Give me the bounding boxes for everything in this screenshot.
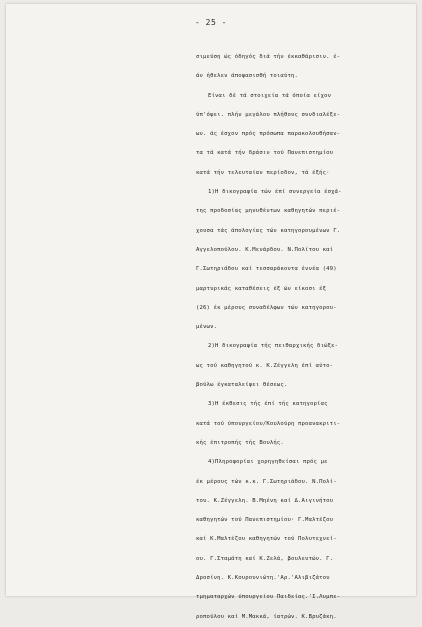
text-line: ύπ'όψει. πλήν μεγάλου πλήθους συνδιαλέξε- <box>196 111 341 118</box>
text-line: κής έπιτροπής τής Βουλής. <box>196 439 284 446</box>
text-line: Δροσίνη. Κ.Κουρουνιώτη.'Αρ.'Αλιβιζάτου <box>196 575 330 582</box>
page-number: - 25 - <box>195 18 227 27</box>
text-line: καί Κ.Μαλτέζου καθηγητών τού Πολυτεχνεί- <box>196 536 337 543</box>
text-line: μένων. <box>196 324 218 331</box>
text-line: χουσα τάς άπολογίας τών κατηγορουμένων Γ. <box>196 227 341 234</box>
text-line: κατά τήν τελευταίαν περίοδον, τά έξής· <box>196 169 330 176</box>
text-line: κατά τού ύπουργείου/Κουλούρη προανακριτι- <box>196 420 341 427</box>
text-line: Αγγελοπούλου. Κ.Μενάρδου. Ν.Πολίτου καί <box>196 246 334 253</box>
text-line: καθηγητών τού Πανεπιστημίου· Γ.Μαλτέζου <box>196 517 334 524</box>
text-line: Γ.Σωτηριάδου καί τεσσαράκοντα έννέα (49) <box>196 266 337 273</box>
text-line: της προδοσίας μηνυθέντων καθηγητών περιέ- <box>196 208 341 215</box>
text-line: Είναι δέ τά στοιχεία τά όποία είχον <box>208 92 332 99</box>
text-line: 4)Πληροφορίαι χορηγηθείσαι πρός με <box>208 459 328 466</box>
text-line: (26) έκ μέρους συναδέλφων τών κατηγορου- <box>196 304 337 311</box>
body-text <box>196 48 410 627</box>
text-line: ως τού καθηγητού κ. Κ.Ζέγγελη έπί αύτο- <box>196 362 334 369</box>
text-line: ροπούλου καί Μ.Μακκά, ίατρών. Κ.Βρυζάκη. <box>196 613 337 620</box>
text-line: έκ μέρους τών κ.κ. Γ.Σωτηριάδου. Ν.Πολί- <box>196 478 337 485</box>
text-line: ου. Γ.Σταμάτη καί Κ.Ζελά, βουλευτών. Γ. <box>196 555 334 562</box>
text-line: τα τά κατά τήν δράσιν τού Πανεπιστημίου <box>196 150 334 157</box>
text-line: του. Κ.Ζέγγελη. Β.Μηένη καί Δ.Αιγινήτου <box>196 497 334 504</box>
text-line: 3)Η έκθεσις τής έπί τής κατηγορίας <box>208 401 328 408</box>
text-line: σιμεύση ώς όδηγός διά τήν έκκαθάρισιν. έ- <box>196 54 341 60</box>
text-line: 2)Η δικογραφία τής πειθαρχικής διώξε- <box>208 343 339 350</box>
text-line: μαρτυρικάς καταθέσεις έξ ών είκοσι έξ <box>196 285 327 292</box>
text-line: 1)Η δικογραφία τών έπί συνεργεία έσχά- <box>208 189 342 196</box>
text-line: βούλω έγκαταλείψει θέσεως. <box>196 382 288 389</box>
document-page <box>6 4 416 620</box>
text-line: άν ήθελεν άποφασισθή τοιαύτη. <box>196 73 299 80</box>
text-line: τμηματαρχών ύπουργείου Παιδείας.'Ι.Λυμπε- <box>196 594 341 601</box>
text-line: ων. άς έσχον πρός πρόσωπα παρακολουθήσαν- <box>196 131 341 138</box>
